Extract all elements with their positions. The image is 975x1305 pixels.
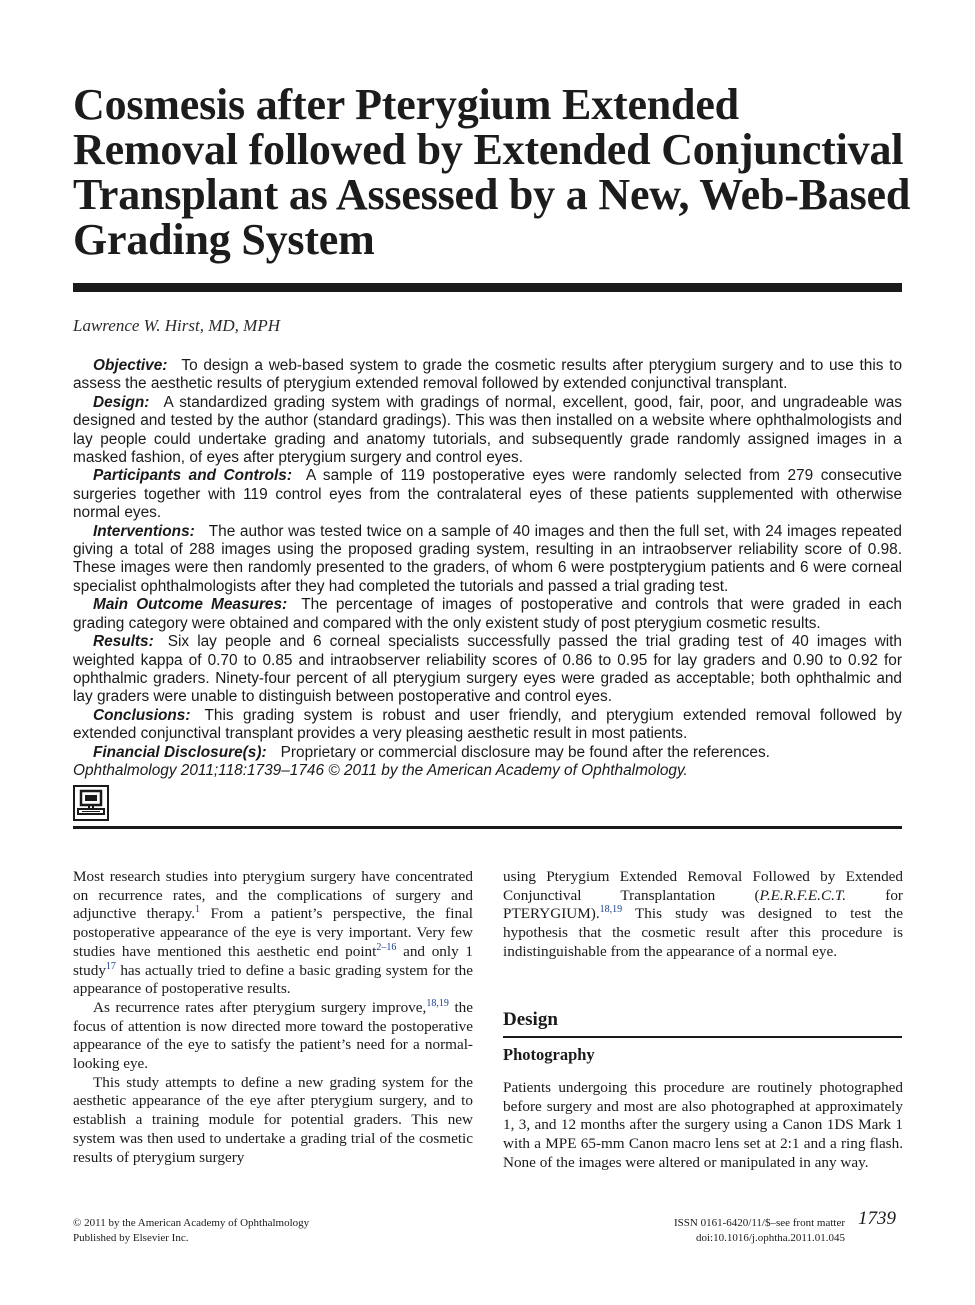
abstract-label: Objective: xyxy=(93,357,168,374)
abstract-text: A sample of 119 postoperative eyes were randomly selected from 279 consecutive surgeries together with 119 control eyes from the contralateral eyes of these patients supplemented with otherwise normal eyes. xyxy=(73,467,902,522)
abstract-label: Results: xyxy=(93,633,154,651)
abstract-label: Conclusions: xyxy=(93,706,191,724)
abstract-text: Six lay people and 6 corneal specialists successfully passed the trial grading test of 40 images with weighted kappa of 0.70 to 0.85 and intraobserver reliability scores of 0.86 to 0.95 for lay graders and 0.90 to 0.92 for ophthalmic graders. Ninety-four percent of all pterygium surgery eyes were graded as acceptable; both ophthalmic and lay graders were unable to distinguish between postoperative and control eyes. xyxy=(73,633,902,706)
abstract-text: This grading system is robust and user friendly, and pterygium extended removal followed by extended conjunctival transplant provides a very pleasing aesthetic result in most patients. xyxy=(73,706,902,743)
left-column xyxy=(73,868,473,1167)
page-number: 1739 xyxy=(858,1208,896,1229)
abstract-text: A standardized grading system with gradings of normal, excellent, good, fair, poor, and ungradeable was designed and tested by the author (standard gradings). This was then installed on a website where ophthalmologists and lay people could undertake grading and anatomy tutorials, and subsequently grade randomly assigned images in a masked fashion, of eyes after pterygium surgery and control eyes. xyxy=(73,393,902,467)
reference-link[interactable]: 18,19 xyxy=(599,904,623,916)
abstract-text: The percentage of images of postoperative and controls that were graded in each grading category were obtained and compared with the only existent study of post pterygium cosmetic results. xyxy=(73,596,902,632)
section-rule xyxy=(73,826,902,829)
body-paragraph: Patients undergoing this procedure are routinely photographed before surgery and most are also photographed at approximately 1, 3, and 12 months after the surgery using a Canon 1DS Mark 1 with a MPE 65-mm Canon macro lens set at 2:1 and a ring flash. None of the images were altered or manipulated in any way. xyxy=(503,1079,903,1171)
abstract-text: Proprietary or commercial disclosure may be found after the references. xyxy=(280,743,770,761)
body-paragraph: Most research studies into pterygium surgery have concentrated on recurrence rates, and the complications of surgery and adjunctive therapy.$^1$ From a patient’s perspective, the final postoperative appearance of the eye is very important. Very few studies have mentioned this aesthetic end point$^{2-16}$ and only 1 study$^{17}$ has actually tried to define a basic grading system for the appearance of postoperative results. xyxy=(73,868,473,998)
abstract-label: Financial Disclosure(s): xyxy=(93,743,267,761)
abstract-interventions xyxy=(73,523,902,597)
abstract-participants xyxy=(73,467,902,522)
section-heading-design: Design xyxy=(503,1009,558,1030)
footer-left xyxy=(73,1216,309,1246)
journal-citation: Ophthalmology 2011;118:1739–1746 © 2011 by the American Academy of Ophthalmology. xyxy=(73,761,688,779)
publisher-line: Published by Elsevier Inc. xyxy=(73,1232,189,1244)
abstract-objective xyxy=(73,357,902,394)
reference-link[interactable]: 1 xyxy=(195,904,201,916)
abstract-text: The author was tested twice on a sample of 40 images and then the full set, with 24 images repeated giving a total of 288 images using the proposed grading system, resulting in an intraobserver reliability score of 0.98. These images were then randomly presented to the graders, of whom 6 were postpterygium patients and 6 were corneal specialist ophthalmologists after they had completed the tutorials and passed a trial grading test. xyxy=(73,522,902,595)
computer-icon[interactable] xyxy=(73,785,109,821)
abstract-label: Main Outcome Measures: xyxy=(93,596,288,614)
body-paragraph: using Pterygium Extended Removal Followed by Extended Conjunctival Transplantation (P.E.R.F.E.C.T. for PTERYGIUM).$^{18,19}$ This study was designed to test the hypothesis that the cosmetic result after this procedure is indistinguishable from the appearance of a normal eye. xyxy=(503,868,903,960)
abstract-outcome-measures xyxy=(73,596,902,633)
abstract-label: Participants and Controls: xyxy=(93,467,292,485)
reference-link[interactable]: 18,19 xyxy=(426,997,449,1009)
copyright-line: © 2011 by the American Academy of Ophthalmology xyxy=(73,1217,310,1229)
reference-link[interactable]: 17 xyxy=(105,960,116,972)
footer-right xyxy=(620,1216,845,1246)
body-paragraph: This study attempts to define a new grading system for the aesthetic appearance of the eye after pterygium surgery, and to establish a training module for potential graders. This new system was then used to undertake a grading trial of the cosmetic results of pterygium surgery xyxy=(73,1073,473,1166)
issn-line: ISSN 0161-6420/11/$–see front matter xyxy=(674,1217,845,1229)
body-paragraph: As recurrence rates after pterygium surgery improve,$^{18,19}$ the focus of attention is now directed more toward the postoperative appearance of the eye to satisfy the patient’s need for a normal-looking eye. xyxy=(73,997,473,1073)
abstract-financial-disclosure xyxy=(73,744,902,762)
acronym: P.E.R.F.E.C.T. xyxy=(759,886,847,904)
title-rule xyxy=(73,283,902,292)
article-title: Cosmesis after Pterygium Extended Removal followed by Extended Conjunctival Transplant as Assessed by a New, Web-Based Grading System xyxy=(73,80,911,264)
right-column xyxy=(503,868,903,962)
abstract-conclusions xyxy=(73,707,902,744)
abstract-label: Design: xyxy=(93,393,150,411)
abstract-text: To design a web-based system to grade the cosmetic results after pterygium surgery and to use this to assess the aesthetic results of pterygium extended removal followed by extended conjunctival transplant. xyxy=(73,357,902,393)
reference-link[interactable]: 2–16 xyxy=(376,941,397,953)
abstract-label: Interventions: xyxy=(93,522,195,540)
abstract-design xyxy=(73,394,902,468)
author-line: Lawrence W. Hirst, MD, MPH xyxy=(73,316,280,335)
abstract-results xyxy=(73,633,902,707)
section-heading-rule xyxy=(503,1036,902,1038)
subsection-heading-photography: Photography xyxy=(503,1045,595,1064)
abstract xyxy=(73,357,902,780)
doi-link[interactable]: doi:10.1016/j.ophtha.2011.01.045 xyxy=(695,1232,845,1244)
